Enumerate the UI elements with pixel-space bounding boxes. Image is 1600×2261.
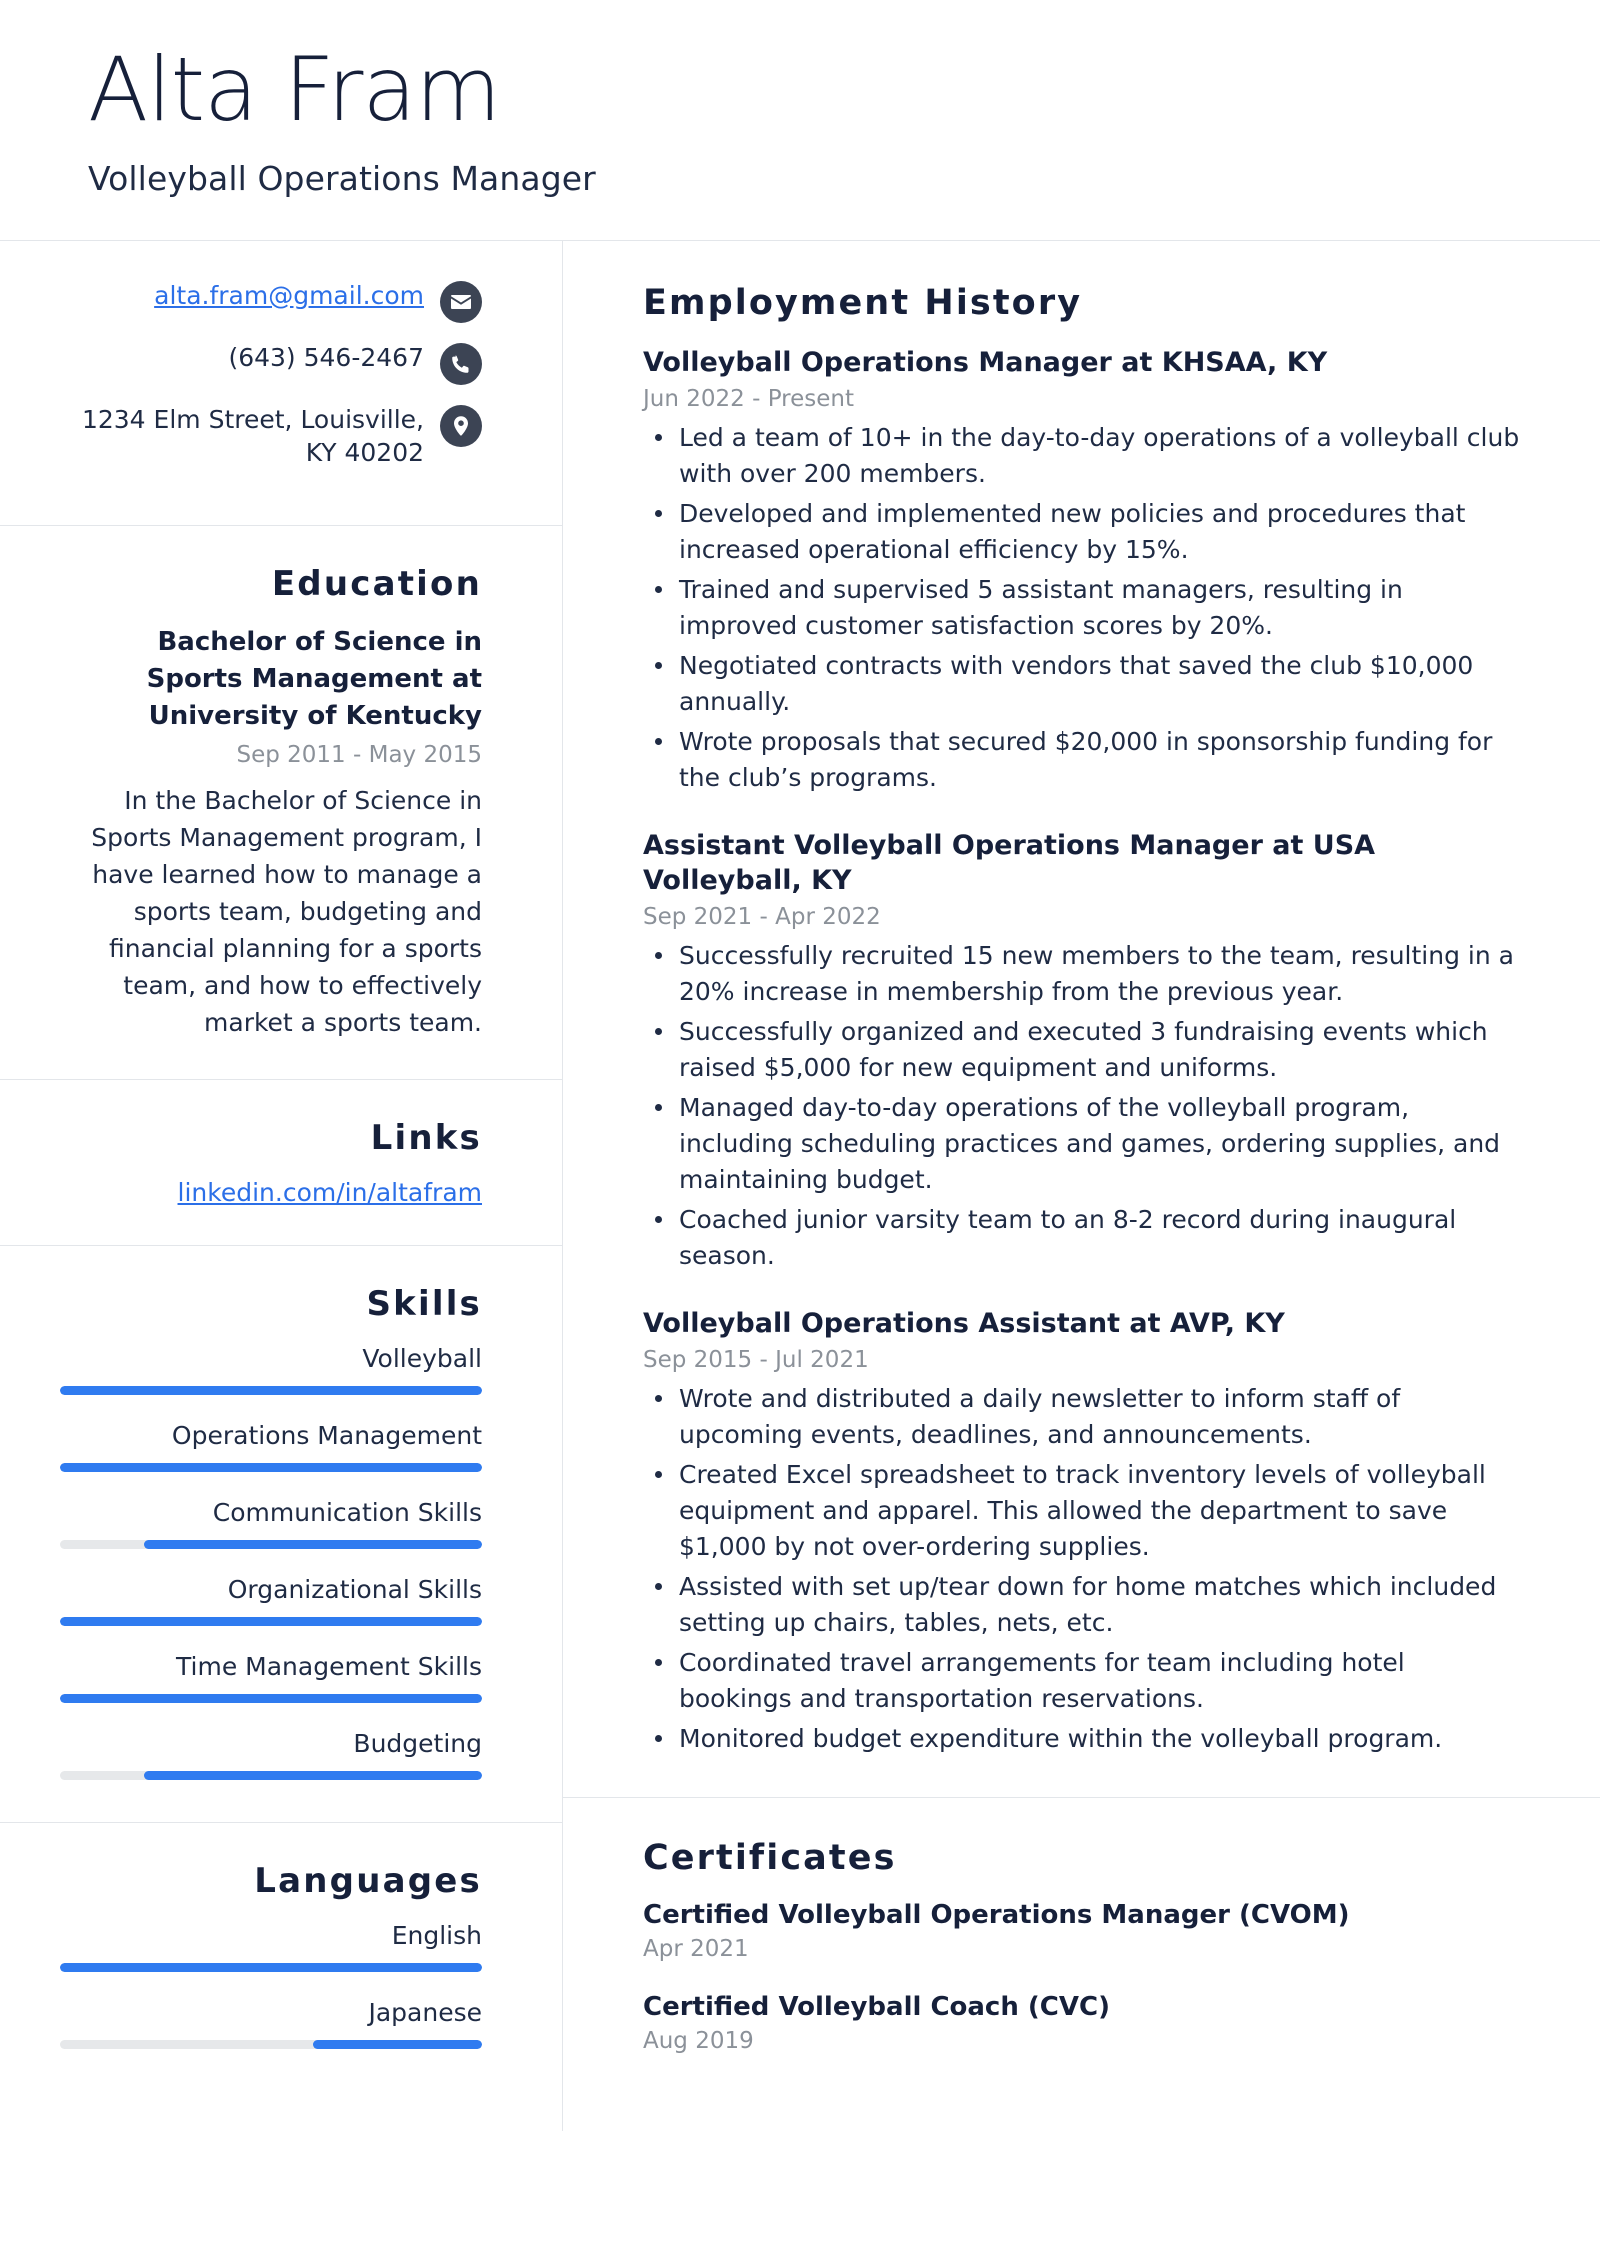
job-bullet: Managed day-to-day operations of the volleyball program, including scheduling practices and games, ordering supplies, and maintaining budget. (643, 1090, 1522, 1198)
location-pin-icon (440, 405, 482, 447)
job-bullet: Trained and supervised 5 assistant managers, resulting in improved customer satisfaction scores by 20%. (643, 572, 1522, 644)
certificate-date: Apr 2021 (643, 1936, 749, 1963)
job-role: Volleyball Operations Manager at KHSAA, KY (643, 346, 1328, 378)
header-job-title: Volleyball Operations Manager (88, 158, 596, 198)
level-bar-fill (60, 1694, 482, 1703)
job-bullet: Led a team of 10+ in the day-to-day operations of a volleyball club with over 200 members. (643, 420, 1522, 492)
education-heading: Education (271, 564, 482, 605)
envelope-icon (440, 281, 482, 323)
certificate-title: Certified Volleyball Operations Manager (CVOM) (643, 1900, 1350, 1931)
resume-body (0, 241, 1600, 2131)
job-bullet-list (643, 938, 1522, 1274)
job-bullet: Created Excel spreadsheet to track inventory levels of volleyball equipment and apparel. This allowed the department to save $1,000 by not over-ordering supplies. (643, 1457, 1522, 1565)
employment-history-heading: Employment History (643, 282, 1083, 323)
skill-label: Volleyball (362, 1343, 482, 1373)
languages-heading: Languages (254, 1860, 482, 1901)
job-bullet-list (643, 420, 1522, 796)
level-bar-track (60, 1963, 482, 1972)
skill-item (60, 1729, 482, 1780)
job-bullet: Successfully recruited 15 new members to the team, resulting in a 20% increase in membership from the previous year. (643, 938, 1522, 1010)
main-column (563, 241, 1600, 2131)
job-role: Volleyball Operations Assistant at AVP, KY (643, 1308, 1285, 1340)
certificate-date: Aug 2019 (643, 2028, 754, 2055)
job-bullet: Coached junior varsity team to an 8-2 record during inaugural season. (643, 1202, 1522, 1274)
divider (563, 1797, 1600, 1798)
skill-item (60, 1421, 482, 1472)
job-bullet-list (643, 1381, 1522, 1757)
job-bullet: Developed and implemented new policies and procedures that increased operational efficiency by 15%. (643, 496, 1522, 568)
job-date: Sep 2021 - Apr 2022 (643, 904, 881, 931)
job-entry (643, 828, 1522, 1274)
education-degree: Bachelor of Science in Sports Management at University of Kentucky (146, 627, 482, 732)
page-title: Alta Fram (88, 38, 501, 141)
job-bullet: Monitored budget expenditure within the volleyball program. (643, 1721, 1522, 1757)
job-bullet: Wrote proposals that secured $20,000 in sponsorship funding for the club’s programs. (643, 724, 1522, 796)
certificate-entry (643, 1900, 1522, 1962)
level-bar-track (60, 1617, 482, 1626)
sidebar (0, 241, 563, 2131)
level-bar-track (60, 1540, 482, 1549)
contact-row (60, 341, 482, 385)
job-entry (643, 345, 1522, 796)
skill-item (60, 1498, 482, 1549)
contact-row (60, 279, 482, 323)
job-date: Sep 2015 - Jul 2021 (643, 1347, 869, 1374)
job-bullet: Assisted with set up/tear down for home matches which included setting up chairs, tables, nets, etc. (643, 1569, 1522, 1641)
skill-label: Organizational Skills (227, 1574, 482, 1604)
level-bar-fill (144, 1771, 482, 1780)
level-bar-track (60, 1771, 482, 1780)
language-item (60, 1921, 482, 1972)
skill-label: Operations Management (171, 1420, 482, 1450)
level-bar-fill (60, 1617, 482, 1626)
employment-history-section (643, 283, 1522, 1757)
phone-icon (440, 343, 482, 385)
level-bar-track (60, 2040, 482, 2049)
contact-block (0, 241, 562, 526)
certificates-heading: Certificates (643, 1838, 897, 1879)
job-date: Jun 2022 - Present (643, 385, 854, 412)
skill-item (60, 1652, 482, 1703)
language-item (60, 1998, 482, 2049)
skill-label: Time Management Skills (176, 1651, 482, 1681)
level-bar-track (60, 1463, 482, 1472)
level-bar-track (60, 1694, 482, 1703)
certificate-title: Certified Volleyball Coach (CVC) (643, 1992, 1110, 2023)
languages-block (0, 1823, 562, 2091)
job-bullet: Wrote and distributed a daily newsletter to inform staff of upcoming events, deadlines, and announcements. (643, 1381, 1522, 1453)
level-bar-fill (144, 1540, 482, 1549)
contact-value: (643) 546-2467 (228, 342, 424, 372)
contact-value: 1234 Elm Street, Louisville, KY 40202 (81, 404, 424, 467)
links-heading: Links (370, 1117, 482, 1158)
job-role: Assistant Volleyball Operations Manager at USA Volleyball, KY (643, 829, 1376, 896)
education-block (0, 526, 562, 1079)
skills-block (0, 1246, 562, 1822)
certificate-entry (643, 1992, 1522, 2054)
skill-item (60, 1344, 482, 1395)
contact-value[interactable]: alta.fram@gmail.com (154, 280, 424, 310)
link-item[interactable]: linkedin.com/in/altafram (177, 1177, 482, 1207)
skill-item (60, 1575, 482, 1626)
skills-heading: Skills (366, 1283, 482, 1324)
education-date: Sep 2011 - May 2015 (236, 741, 482, 768)
level-bar-fill (60, 1963, 482, 1972)
job-bullet: Negotiated contracts with vendors that saved the club $10,000 annually. (643, 648, 1522, 720)
resume-header (0, 0, 1600, 240)
language-label: Japanese (368, 1997, 482, 2027)
language-label: English (391, 1920, 482, 1950)
links-block (0, 1080, 562, 1245)
contact-row (60, 403, 482, 470)
job-bullet: Coordinated travel arrangements for team including hotel bookings and transportation reservations. (643, 1645, 1522, 1717)
education-description: In the Bachelor of Science in Sports Management program, I have learned how to manage a sports team, budgeting and financial planning for a sports team, and how to effectively market a sports team. (91, 785, 482, 1037)
level-bar-track (60, 1386, 482, 1395)
skill-label: Budgeting (353, 1728, 482, 1758)
job-entry (643, 1306, 1522, 1757)
job-bullet: Successfully organized and executed 3 fundraising events which raised $5,000 for new equipment and uniforms. (643, 1014, 1522, 1086)
certificates-section (643, 1838, 1522, 2054)
level-bar-fill (60, 1386, 482, 1395)
level-bar-fill (60, 1463, 482, 1472)
skill-label: Communication Skills (212, 1497, 482, 1527)
level-bar-fill (313, 2040, 482, 2049)
